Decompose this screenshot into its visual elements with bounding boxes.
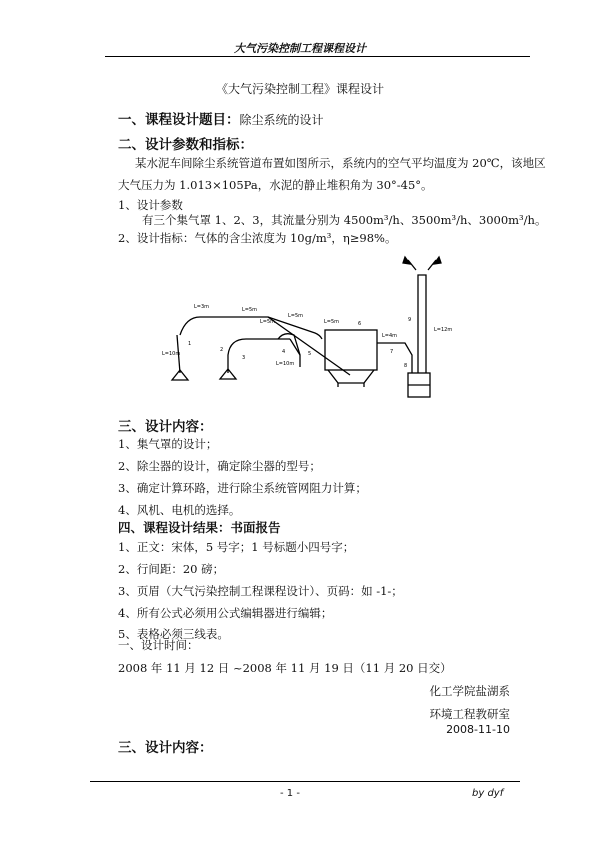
- signature-dept: 化工学院盐湖系: [429, 684, 510, 698]
- footer-rule: [90, 781, 520, 782]
- diagram-number-8: 8: [404, 363, 408, 369]
- section-3-heading: 三、设计内容：: [118, 419, 213, 435]
- diagram-number-9: 9: [408, 317, 412, 323]
- section-4-item: 3、页眉（大气污染控制工程课程设计）、页码：如 -1-；: [118, 584, 403, 598]
- header-rule: [105, 56, 530, 57]
- diagram-number-4: 4: [282, 349, 286, 355]
- section-3-item: 1、集气罩的设计；: [118, 437, 218, 451]
- section-4-heading: 四、课程设计结果：书面报告: [118, 520, 281, 535]
- section-5-label: 一、设计时间：: [118, 638, 199, 652]
- page-header: 大气污染控制工程课程设计: [234, 42, 366, 55]
- diagram-label-1: L=3m: [194, 304, 210, 310]
- section-4-item: 1、正文：宋体，5 号字；1 号标题小四号字；: [118, 540, 355, 554]
- diagram-label-6: L=4m: [382, 333, 398, 339]
- diagram-label-3: L=5m: [260, 319, 276, 325]
- diagram-number-6: 6: [358, 321, 362, 327]
- section-4-item: 5、表格必须三线表。: [118, 627, 229, 641]
- signature-office: 环境工程教研室: [429, 707, 510, 721]
- diagram-label-7: L=10m: [162, 351, 181, 357]
- diagram-label-9: L=12m: [434, 327, 453, 333]
- section-1-heading: [118, 108, 324, 128]
- section-2-sub2-text: 2、设计指标：气体的含尘浓度为 10g/m³，η≥98%。: [118, 231, 397, 245]
- signature-date: 2008-11-10: [446, 723, 510, 736]
- diagram-label-8: L=10m: [276, 361, 295, 367]
- section-2-heading: 二、设计参数和指标：: [118, 137, 253, 153]
- footer-author: by dyf: [472, 788, 504, 799]
- diagram-label-4: L=5m: [288, 313, 304, 319]
- duct-layout-diagram: [150, 255, 480, 405]
- diagram-label-5: L=5m: [324, 319, 340, 325]
- section-6-heading: 三、设计内容：: [118, 740, 213, 756]
- document-title: 《大气污染控制工程》课程设计: [215, 82, 384, 96]
- section-1-value: 除尘系统的设计: [239, 113, 324, 127]
- section-3-item: 3、确定计算环路，进行除尘系统管网阻力计算；: [118, 481, 367, 495]
- diagram-label-2: L=5m: [242, 307, 258, 313]
- design-dates: 2008 年 11 月 12 日 ~2008 年 11 月 19 日（11 月 20 日交）: [118, 661, 452, 675]
- diagram-number-7: 7: [390, 349, 394, 355]
- diagram-number-1: 1: [188, 341, 192, 347]
- diagram-number-3: 3: [242, 355, 246, 361]
- section-1-label: 一、课程设计题目：: [118, 112, 240, 128]
- page-number: - 1 -: [280, 788, 300, 799]
- section-4-item: 2、行间距：20 磅；: [118, 562, 225, 576]
- diagram-number-5: 5: [308, 351, 312, 357]
- diagram-number-2: 2: [220, 347, 224, 353]
- section-3-item: 4、风机、电机的选择。: [118, 503, 241, 517]
- section-2-sub1-label: 1、设计参数: [118, 198, 183, 212]
- section-2-sub1-text: 有三个集气罩 1、2、3，其流量分别为 4500m³/h、3500m³/h、3000m³/h。: [142, 213, 547, 227]
- section-4-item: 4、所有公式必须用公式编辑器进行编辑；: [118, 606, 333, 620]
- section-2-intro-line1: 某水泥车间除尘系统管道布置如图所示，系统内的空气平均温度为 20℃，该地区: [135, 156, 546, 170]
- section-3-item: 2、除尘器的设计，确定除尘器的型号；: [118, 459, 321, 473]
- section-2-intro-line2: 大气压力为 1.013×105Pa，水泥的静止堆积角为 30°-45°。: [118, 178, 433, 192]
